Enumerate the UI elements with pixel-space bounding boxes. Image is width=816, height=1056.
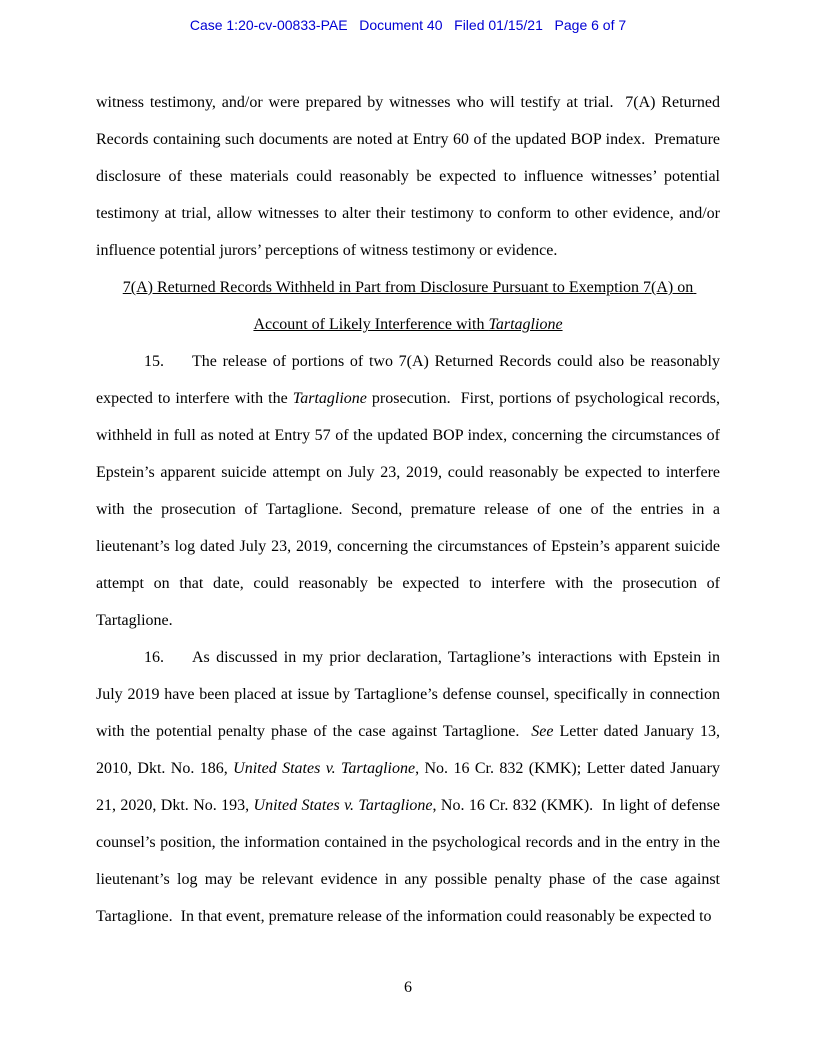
page-number: 6	[404, 979, 412, 996]
text-run: , No. 16 Cr. 832 (KMK); Letter dated January 21, 2020, Dkt. No. 193,	[96, 760, 724, 814]
case-citation-italic: United States v. Tartaglione	[253, 797, 433, 814]
text-run: , No. 16 Cr. 832 (KMK). In light of defense counsel’s position, the information contained in the psychological records and in the entry in the lieutenant’s log may be relevant evidence in any possible penalty phase of the case against Tartaglione. In that event, premature release of the information could reasonably be expected to	[96, 797, 724, 925]
section-heading-text: 7(A) Returned Records Withheld in Part from Disclosure Pursuant to Exemption 7(A) on Account of Likely Interference with	[122, 279, 697, 333]
see-signal-italic: See	[531, 723, 554, 740]
paragraph-number: 15.	[144, 353, 164, 370]
section-heading	[96, 269, 720, 343]
paragraph-16	[96, 639, 725, 935]
text-run: witness testimony, and/or were prepared by witnesses who will testify at trial. 7(A) Returned Records containing such documents are noted at Entry 60 of the updated BOP index. Premature disclosure of these materials could reasonably be expected to influence witnesses’ potential testimony at trial, allow witnesses to alter their testimony to conform to other evidence, and/or influence potential jurors’ perceptions of witness testimony or evidence.	[96, 94, 724, 259]
ecf-case-stamp: Case 1:20-cv-00833-PAE Document 40 Filed 01/15/21 Page 6 of 7	[189, 17, 627, 33]
text-run: The release of portions of two 7(A) Returned Records could also be reasonably expected to interfere with the	[96, 353, 724, 407]
case-citation-italic: United States v. Tartaglione	[233, 760, 416, 777]
text-run: As discussed in my prior declaration, Tartaglione’s interactions with Epstein in July 2019 have been placed at issue by Tartaglione’s defense counsel, specifically in connection with the potential penalty phase of the case against Tartaglione.	[96, 649, 724, 740]
text-run: Letter dated January 13, 2010, Dkt. No. 186,	[96, 723, 725, 777]
section-heading-case-name: Tartaglione	[488, 316, 563, 333]
document-body	[96, 84, 725, 935]
text-run: prosecution. First, portions of psychological records, withheld in full as noted at Entry 57 of the updated BOP index, concerning the circumstances of Epstein’s apparent suicide attempt on July 23, 2019, could reasonably be expected to interfere with the prosecution of Tartaglione. Second, premature release of one of the entries in a lieutenant’s log dated July 23, 2019, concerning the circumstances of Epstein’s apparent suicide attempt on that date, could reasonably be expected to interfere with the prosecution of Tartaglione.	[96, 390, 725, 629]
paragraph-continuation	[96, 84, 724, 269]
paragraph-number: 16.	[144, 649, 164, 666]
case-name-italic: Tartaglione	[292, 390, 367, 407]
paragraph-15	[96, 343, 725, 639]
